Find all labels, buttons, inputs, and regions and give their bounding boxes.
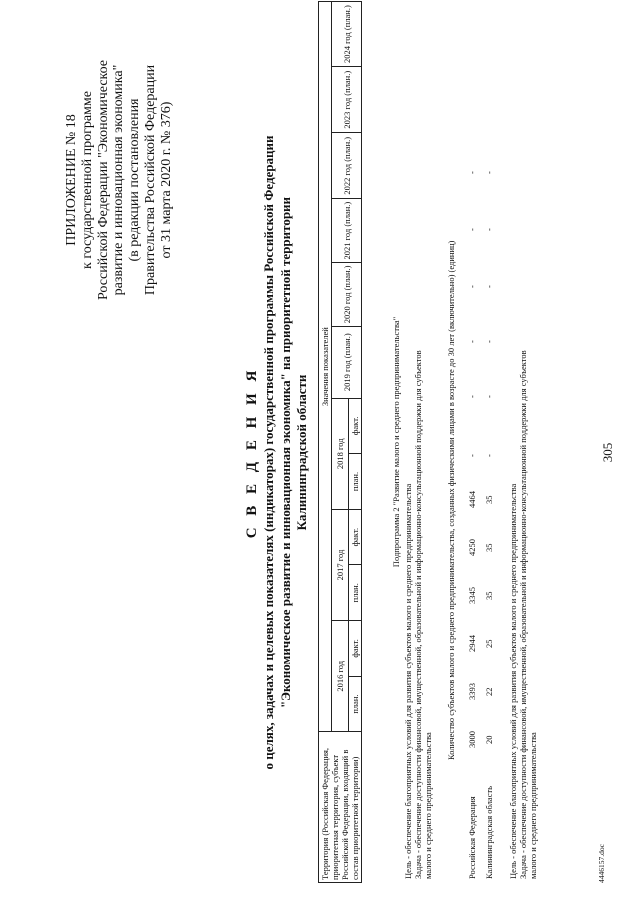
table-cell: - <box>467 285 477 288</box>
table-cell: 4250 <box>467 539 477 556</box>
values-header: Значения показателей <box>319 2 332 732</box>
table-cell: 25 <box>484 639 494 648</box>
table-cell: - <box>467 395 477 398</box>
table-cell: 3345 <box>467 587 477 604</box>
subprogram-title: Подпрограмма 2 "Развитие малого и среднего предпринимательства" <box>391 316 401 568</box>
indicator-title: Количество субъектов малого и среднего предпринимательства, созданных физическими лицами в возрасте до 30 лет (включительно) (единиц) <box>446 240 456 760</box>
task-text: Задача - обеспечение доступности финансовой, имущественной, образовательной и информационно-консультационной поддержки для субъектов <box>518 350 528 879</box>
appendix-line: развитие и инновационная экономика" <box>111 64 127 296</box>
plan-header: план. <box>349 454 362 510</box>
table-cell: - <box>484 454 494 457</box>
year-header: 2016 год <box>332 621 349 732</box>
task-text: малого и среднего предпринимательства <box>528 732 538 879</box>
task-text: Задача - обеспечение доступности финансовой, имущественной, образовательной и информационно-консультационной поддержки для субъектов <box>413 350 423 879</box>
row-territory: Российская Федерация <box>467 796 477 879</box>
year-header: 2024 год (план.) <box>332 2 362 67</box>
fact-header: факт. <box>349 509 362 565</box>
table-cell: - <box>467 454 477 457</box>
table-cell: - <box>484 340 494 343</box>
table-cell: - <box>484 285 494 288</box>
table-cell: 4464 <box>467 491 477 508</box>
title-heading: С В Е Д Е Н И Я <box>244 366 260 539</box>
appendix-line: к государственной программе <box>79 91 95 269</box>
goal-text: Цель - обеспечение благоприятных условий для развития субъектов малого и среднего предпринимательства <box>508 483 518 879</box>
plan-header: план. <box>349 676 362 732</box>
table-cell: - <box>484 171 494 174</box>
table-cell: - <box>484 395 494 398</box>
appendix-line: Правительства Российской Федерации <box>142 64 158 296</box>
indicators-table-header <box>318 1 362 883</box>
year-header: 2019 год (план.) <box>332 326 362 398</box>
year-header: 2023 год (план.) <box>332 67 362 133</box>
page-number: 305 <box>600 442 615 463</box>
table-cell: - <box>467 171 477 174</box>
table-cell: 3393 <box>467 683 477 700</box>
appendix-line: (в редакции постановления <box>127 98 143 262</box>
fact-header: факт. <box>349 621 362 677</box>
table-cell: 20 <box>484 735 494 744</box>
title-line: о целях, задачах и целевых показателях (индикаторах) государственной программы Российской Федерации <box>261 135 276 770</box>
year-header: 2021 год (план.) <box>332 199 362 263</box>
title-line: Калининградской области <box>294 374 309 531</box>
table-cell: 3000 <box>467 731 477 748</box>
task-text: малого и среднего предпринимательства <box>423 732 433 879</box>
appendix-line: от 31 марта 2020 г. № 376) <box>158 101 174 259</box>
plan-header: план. <box>349 565 362 621</box>
table-cell: - <box>467 228 477 231</box>
table-cell: - <box>484 228 494 231</box>
appendix-line: ПРИЛОЖЕНИЕ № 18 <box>64 114 79 246</box>
year-header: 2017 год <box>332 509 349 620</box>
territory-header: Территория (Российская Федерация, приоритетная территория, субъект Российской Федерации, входящий в состав приоритетной территории) <box>319 732 362 883</box>
table-cell: 35 <box>484 495 494 504</box>
appendix-line: Российской Федерации "Экономическое <box>95 59 111 301</box>
table-cell: 22 <box>484 687 494 696</box>
file-name: 4446157.doc <box>597 844 606 883</box>
table-cell: 35 <box>484 591 494 600</box>
appendix-block <box>64 15 175 345</box>
document-title <box>243 0 311 905</box>
table-cell: - <box>467 340 477 343</box>
table-cell: 35 <box>484 543 494 552</box>
year-header: 2022 год (план.) <box>332 133 362 199</box>
year-header: 2020 год (план.) <box>332 263 362 327</box>
year-header: 2018 год <box>332 398 349 509</box>
fact-header: факт. <box>349 398 362 454</box>
title-line: "Экономическое развитие и инновационная экономика" на приоритетной территории <box>277 196 293 709</box>
table-cell: 2944 <box>467 635 477 652</box>
row-territory: Калининградская область <box>484 786 494 879</box>
goal-text: Цель - обеспечение благоприятных условий для развития субъектов малого и среднего предпринимательства <box>403 483 413 879</box>
